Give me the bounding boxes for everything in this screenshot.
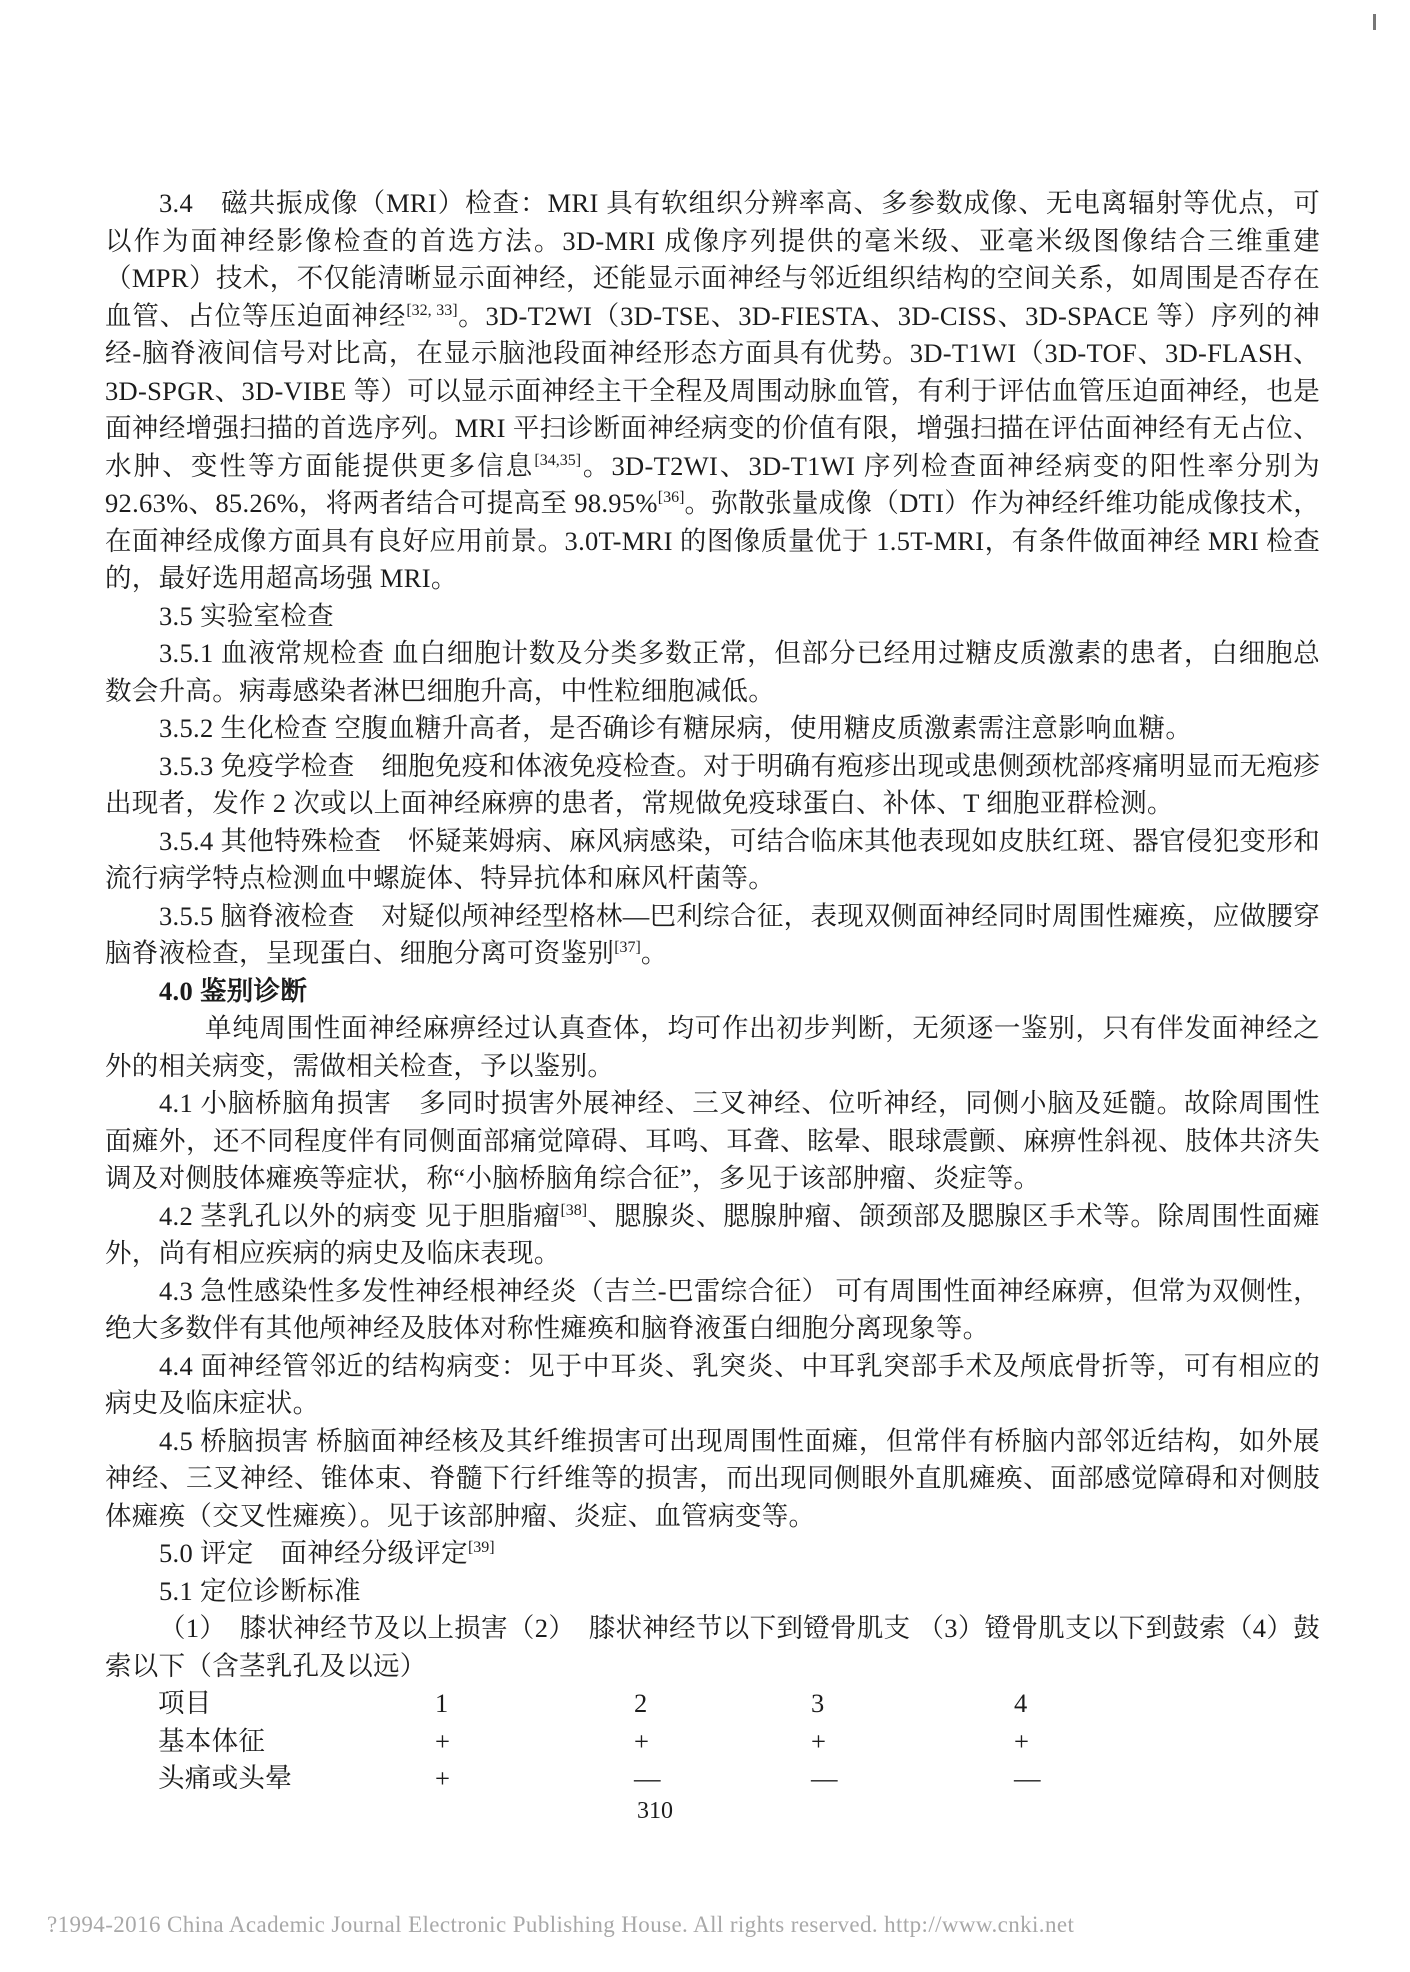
para-3-5-4: 3.5.4 其他特殊检查 怀疑莱姆病、麻风病感染，可结合临床其他表现如皮肤红斑、器官侵犯变形和流行病学特点检测血中螺旋体、特异抗体和麻风杆菌等。 [105,825,1320,893]
cell-value: + [435,1763,451,1793]
cell-value: + [1014,1725,1030,1756]
table-header-3: 3 [811,1688,825,1718]
cell-value: + [634,1725,650,1756]
cell-value: + [435,1725,451,1756]
row-label: 头痛或头晕 [158,1763,292,1793]
table-header-4: 4 [1014,1688,1028,1718]
table-row-basic-signs [105,1723,1320,1761]
table-header-2: 2 [634,1688,648,1718]
para-3-5-2: 3.5.2 生化检查 空腹血糖升高者，是否确诊有糖尿病，使用糖皮质激素需注意影响血糖。 [159,713,1193,743]
paragraphs-container [105,185,1320,1685]
para-3-5-5: 3.5.5 脑脊液检查 对疑似颅神经型格林—巴利综合征，表现双侧面神经同时周围性瘫痪，应做腰穿脑脊液检查，呈现蛋白、细胞分离可资鉴别[37]。 [105,900,1320,968]
para-4-5: 4.5 桥脑损害 桥脑面神经核及其纤维损害可出现周围性面瘫，但常伴有桥脑内部邻近结构，如外展神经、三叉神经、锥体束、脊髓下行纤维等的损害，而出现同侧眼外直肌瘫痪、面部感觉障碍和对侧肢体瘫痪（交叉性瘫痪）。见于该部肿瘤、炎症、血管病变等。 [105,1425,1320,1531]
table-header-item: 项目 [158,1688,212,1718]
para-4-4: 4.4 面神经管邻近的结构病变：见于中耳炎、乳突炎、中耳乳突部手术及颅底骨折等，可有相应的病史及临床症状。 [105,1350,1320,1418]
table-header-row [105,1685,1320,1723]
heading-5-1: 5.1 定位诊断标准 [159,1575,361,1606]
para-3-5-3: 3.5.3 免疫学检查 细胞免疫和体液免疫检查。对于明确有疱疹出现或患侧颈枕部疼痛明显而无疱疹出现者，发作 2 次或以上面神经麻痹的患者，常规做免疫球蛋白、补体、T 细胞亚群检测。 [105,750,1320,818]
cell-value: — [1014,1763,1041,1793]
para-localization-items: （1） 膝状神经节及以上损害（2） 膝状神经节以下到镫骨肌支 （3）镫骨肌支以下到鼓索（4）鼓索以下（含茎乳孔及以远） [105,1613,1320,1681]
heading-5-0: 5.0 评定 面神经分级评定[39] [159,1538,495,1568]
heading-4-0: 4.0 鉴别诊断 [159,975,308,1006]
cell-value: — [634,1763,661,1793]
para-4-2: 4.2 茎乳孔以外的病变 见于胆脂瘤[38]、腮腺炎、腮腺肿瘤、颌颈部及腮腺区手术等。除周围性面瘫外，尚有相应疾病的病史及临床表现。 [105,1200,1320,1268]
cell-value: + [811,1725,827,1756]
copyright-footer: ?1994-2016 China Academic Journal Electronic Publishing House. All rights reserved. http://www.cnki.net [47,1912,1075,1937]
localization-criteria-table [105,1685,1320,1798]
table-row-headache [105,1760,1320,1798]
para-4-0-intro: 单纯周围性面神经麻痹经过认真查体，均可作出初步判断，无须逐一鉴别，只有伴发面神经之外的相关病变，需做相关检查，予以鉴别。 [105,1013,1320,1081]
row-label: 基本体征 [158,1725,266,1756]
heading-3-5: 3.5 实验室检查 [159,600,334,631]
citation-superscript: [38] [560,1201,588,1219]
para-4-1: 4.1 小脑桥脑角损害 多同时损害外展神经、三叉神经、位听神经，同侧小脑及延髓。故除周围性面瘫外，还不同程度伴有同侧面部痛觉障碍、耳鸣、耳聋、眩晕、眼球震颤、麻痹性斜视、肢体共济失调及对侧肢体瘫痪等症状，称“小脑桥脑角综合征”，多见于该部肿瘤、炎症等。 [105,1088,1320,1193]
citation-superscript: [36] [657,489,685,507]
para-3-4-mri: 3.4 磁共振成像（MRI）检查：MRI 具有软组织分辨率高、多参数成像、无电离辐射等优点，可以作为面神经影像检查的首选方法。3D-MRI 成像序列提供的毫米级、亚毫米级图像结合三维重建（MPR）技术，不仅能清晰显示面神经，还能显示面神经与邻近组织结构的空间关系，如周围是否存在血管、占位等压迫面神经[32, 33]。3D-T2WI（3D-TSE、3D-FIESTA、3D-CISS、3D-SPACE 等）序列的神经-脑脊液间信号对比高，在显示脑池段面神经形态方面具有优势。3D-T1WI（3D-TOF、3D-FLASH、3D-SPGR、3D-VIBE 等）可以显示面神经主干全程及周围动脉血管，有利于评估血管压迫面神经，也是面神经增强扫描的首选序列。MRI 平扫诊断面神经病变的价值有限，增强扫描在评估面神经有无占位、水肿、变性等方面能提供更多信息[34,35]。3D-T2WI、3D-T1WI 序列检查面神经病变的阳性率分别为 92.63%、85.26%，将两者结合可提高至 98.95%[36]。弥散张量成像（DTI）作为神经纤维功能成像技术，在面神经成像方面具有良好应用前景。3.0T-MRI 的图像质量优于 1.5T-MRI，有条件做面神经 MRI 检查的，最好选用超高场强 MRI。 [105,188,1321,593]
para-3-5-1: 3.5.1 血液常规检查 血白细胞计数及分类多数正常，但部分已经用过糖皮质激素的患者，白细胞总数会升高。病毒感染者淋巴细胞升高，中性粒细胞减低。 [105,638,1320,706]
table-header-1: 1 [435,1688,449,1718]
citation-superscript: [37] [614,939,641,957]
page-number: 310 [637,1798,673,1824]
citation-superscript: [34,35] [534,451,582,469]
scan-edge-mark [1373,14,1376,30]
cell-value: — [811,1763,838,1793]
para-4-3: 4.3 急性感染性多发性神经根神经炎（吉兰-巴雷综合征） 可有周围性面神经麻痹，但常为双侧性，绝大多数伴有其他颅神经及肢体对称性瘫痪和脑脊液蛋白细胞分离现象等。 [105,1275,1320,1343]
article-body [105,185,1320,1798]
citation-superscript: [32, 33] [406,301,458,319]
citation-superscript: [39] [467,1539,495,1557]
